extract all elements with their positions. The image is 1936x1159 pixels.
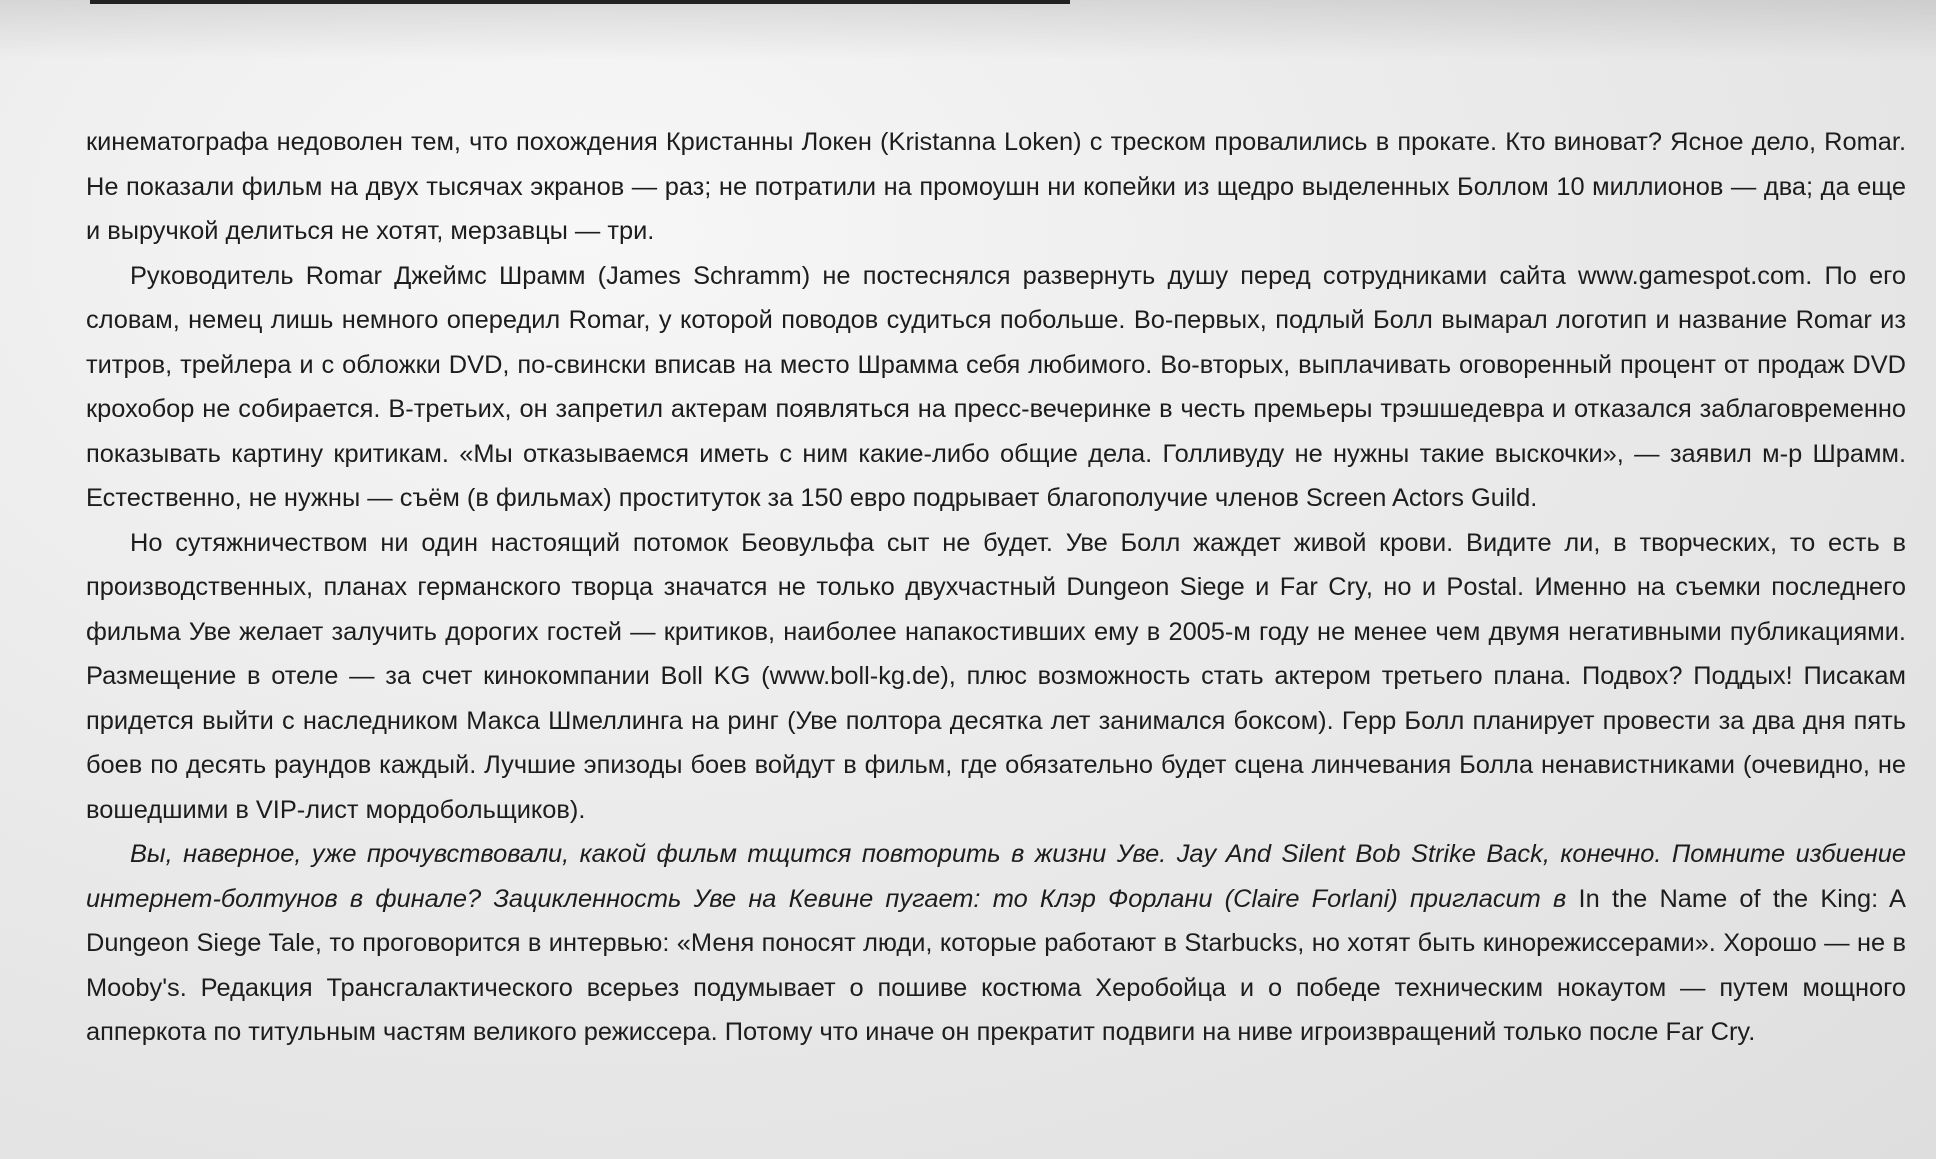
paragraph-4-segment: In the Name of the King: A Dungeon Siege Tale, то проговорится в интервью: «Меня поносят люди, которые работают в Starbucks, но хотят быть кинорежиссерами». Хорошо — не в Mooby's. Редакция Трансгалактического всерьез подумывает о пошиве костюма Херобойца и о победе техническим нокаутом — путем мощного апперкота по титульным частям великого режиссера. Потому что иначе он прекратит подвиги на ниве игроизвращений только после Far Cry. [86,884,1906,1046]
top-edge-strip [90,0,1070,4]
paragraph-1: кинематографа недоволен тем, что похождения Кристанны Локен (Kristanna Loken) с треском провалились в прокате. Кто виноват? Ясное дело, Romar. Не показали фильм на двух тысячах экранов — раз; не потратили на промоушн ни копейки из щедро выделенных Боллом 10 миллионов — два; да еще и выручкой делиться не хотят, мерзавцы — три. [86,128,1906,245]
article-body [86,120,1906,1055]
paragraph-3: Но сутяжничеством ни один настоящий потомок Беовульфа сыт не будет. Уве Болл жаждет живой крови. Видите ли, в творческих, то есть в производственных, планах германского творца значатся не только двухчастный Dungeon Siege и Far Cry, но и Postal. Именно на съемки последнего фильма Уве желает залучить дорогих гостей — критиков, наиболее напакостивших ему в 2005-м году не менее чем двумя негативными публикациями. Размещение в отеле — за счет кинокомпании Boll KG (www.boll-kg.de), плюс возможность стать актером третьего плана. Подвох? Поддых! Писакам придется выйти с наследником Макса Шмеллинга на ринг (Уве полтора десятка лет занимался боксом). Герр Болл планирует провести за два дня пять боев по десять раундов каждый. Лучшие эпизоды боев войдут в фильм, где обязательно будет сцена линчевания Болла ненавистниками (очевидно, не вошедшими в VIP-лист мордобольщиков). [86,528,1906,824]
paragraph-2: Руководитель Romar Джеймс Шрамм (James Schramm) не постеснялся развернуть душу перед сотрудниками сайта www.gamespot.com. По его словам, немец лишь немного опередил Romar, у которой поводов судиться побольше. Во-первых, подлый Болл вымарал логотип и название Romar из титров, трейлера и с обложки DVD, по-свински вписав на место Шрамма себя любимого. Во-вторых, выплачивать оговоренный процент от продаж DVD крохобор не собирается. В-третьих, он запретил актерам появляться на пресс-вечеринке в честь премьеры трэшшедевра и отказался заблаговременно показывать картину критикам. «Мы отказываемся иметь с ним какие-либо общие дела. Голливуду не нужны такие выскочки», — заявил м-р Шрамм. Естественно, не нужны — съём (в фильмах) проституток за 150 евро подрывает благополучие членов Screen Actors Guild. [86,261,1906,512]
top-edge-strip [990,0,1070,4]
paragraph-4 [86,832,1906,1055]
paragraph-4-italic-segment: Вы, наверное, уже прочувствовали, какой фильм тщится повторить в жизни Уве. Jay And Silent Bob Strike Back, конечно. Помните избиение интернет-болтунов в финале? Зацикленность Уве на Кевине пугает: то Клэр Форлани (Claire Forlani) пригласит в [86,840,1906,913]
